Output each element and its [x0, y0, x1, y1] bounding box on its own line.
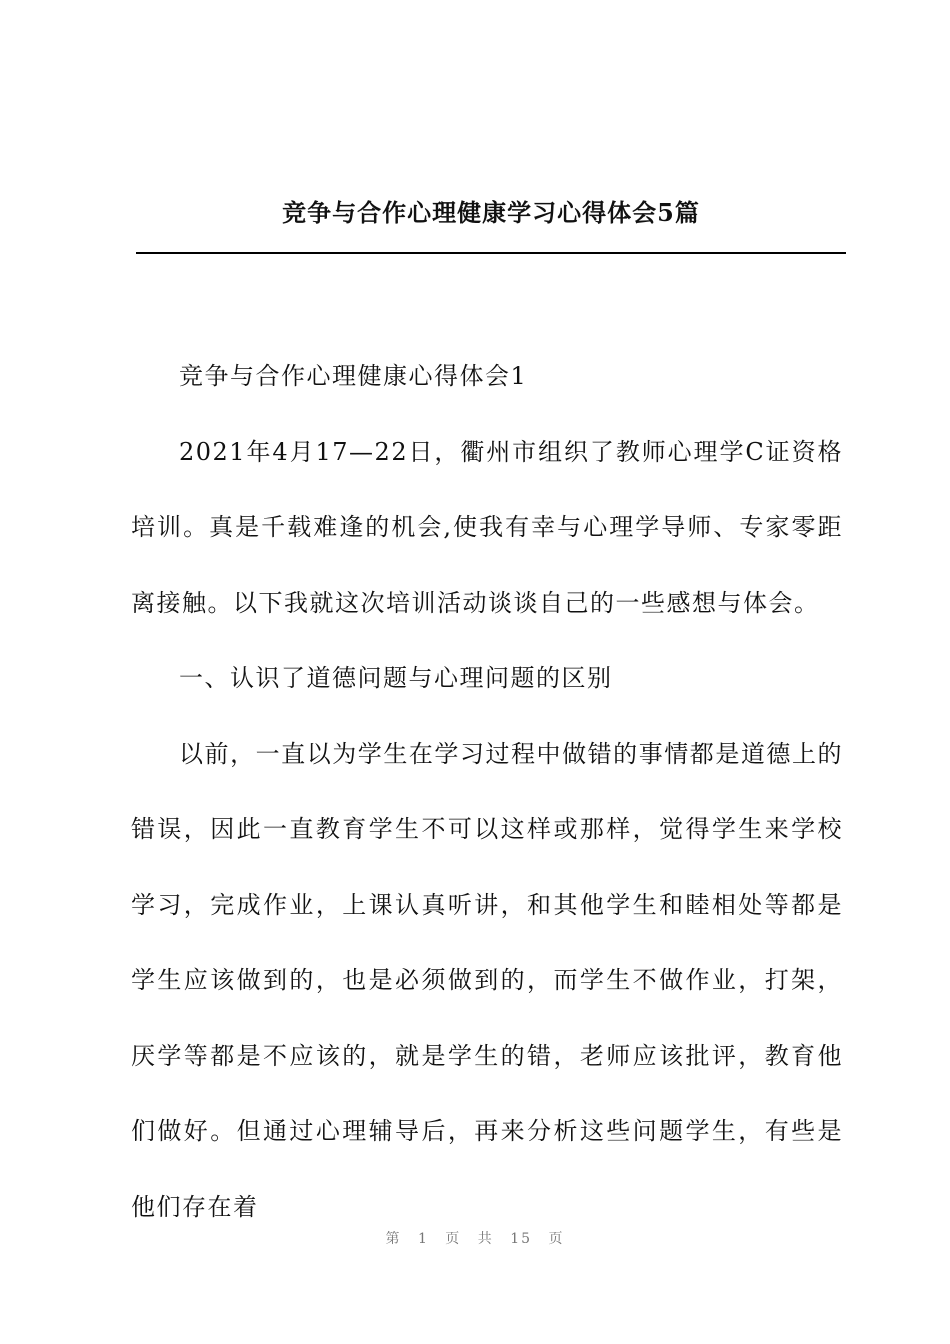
body-paragraph: 以前，一直以为学生在学习过程中做错的事情都是道德上的错误，因此一直教育学生不可以这样或那样，觉得学生来学校学习，完成作业，上课认真听讲，和其他学生和睦相处等都是学生应该做到的，也是必须做到的，而学生不做作业，打架，厌学等都是不应该的，就是学生的错，老师应该批评，教育他们做好。但通过心理辅导后，再来分析这些问题学生，有些是他们存在着: [131, 739, 843, 1221]
document-title: 竞争与合作心理健康学习心得体会5篇: [282, 198, 700, 227]
document-body: [131, 339, 843, 1245]
body-paragraph: 2021年4月17—22日，衢州市组织了教师心理学C证资格培训。真是千载难逢的机会,使我有幸与心理学导师、专家零距离接触。以下我就这次培训活动谈谈自己的一些感想与体会。: [131, 437, 843, 617]
section-heading: 竞争与合作心理健康心得体会1: [179, 362, 528, 390]
page-number-footer: 第 1 页 共 15 页: [385, 1231, 565, 1247]
title-divider: [136, 252, 846, 254]
subsection-heading: 一、认识了道德问题与心理问题的区别: [179, 664, 613, 692]
